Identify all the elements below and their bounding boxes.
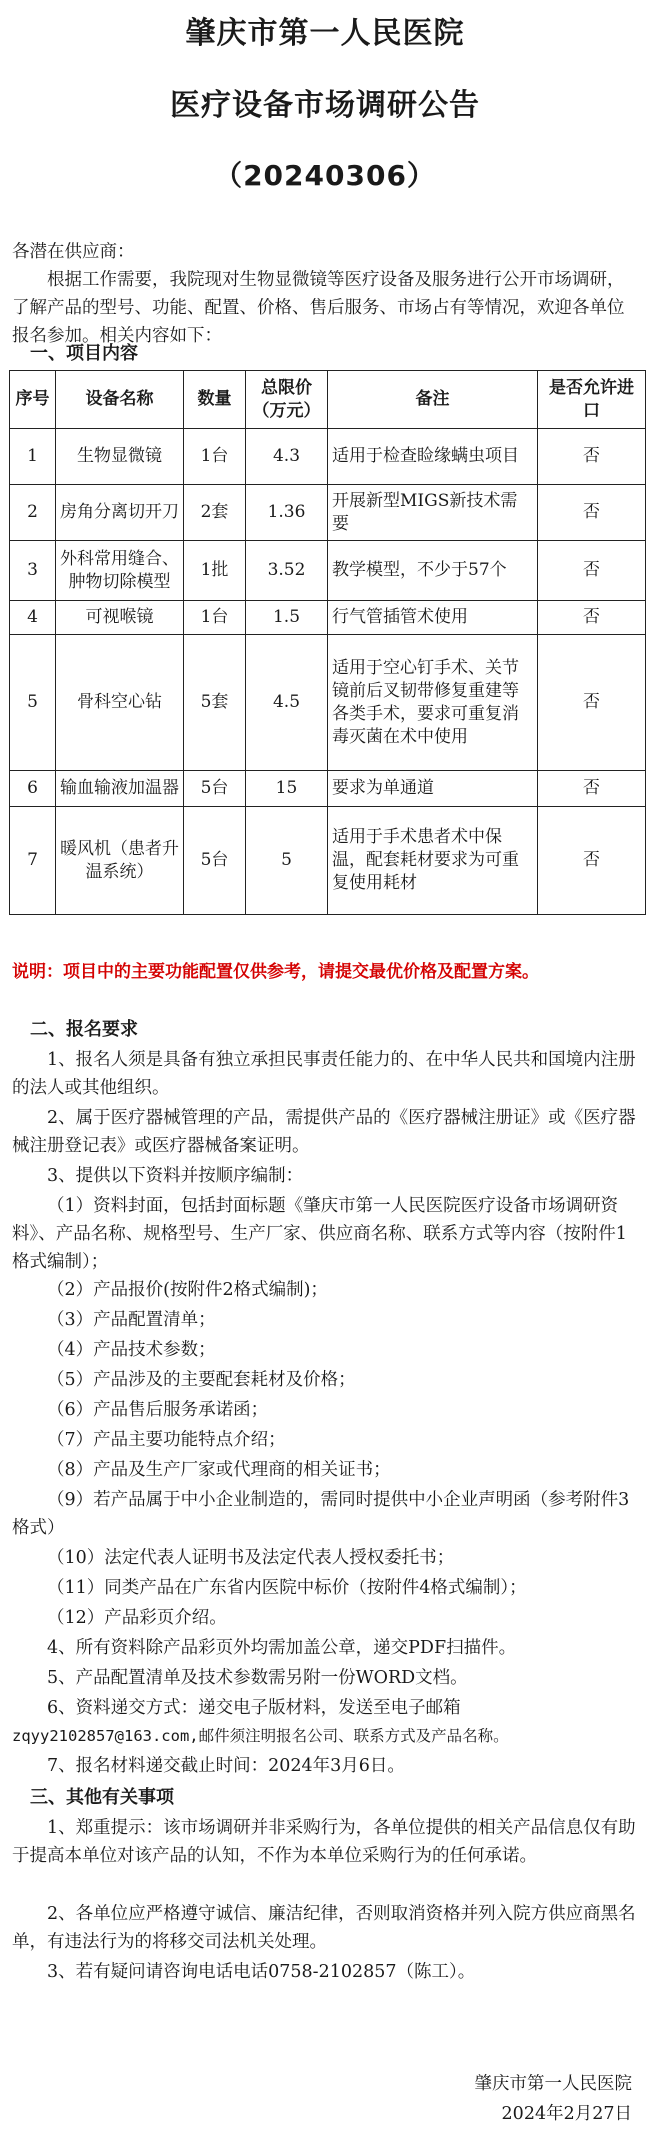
table-header-row (10, 371, 646, 429)
cell-index: 3 (10, 541, 56, 601)
cell-device: 可视喉镜 (56, 601, 184, 635)
cell-device: 输血输液加温器 (56, 771, 184, 807)
col-header-note: 备注 (328, 371, 538, 429)
cell-note: 教学模型，不少于57个 (328, 541, 538, 601)
req-3-item: （12）产品彩页介绍。 (47, 1608, 227, 1628)
col-header-import: 是否允许进口 (538, 371, 646, 429)
other-1: 1、郑重提示：该市场调研并非采购行为，各单位提供的相关产品信息仅有助于提高本单位对该产品的认知，不作为本单位采购行为的任何承诺。 (12, 1818, 636, 1866)
cell-index: 1 (10, 429, 56, 485)
table-row (10, 807, 646, 915)
section-2-heading: 二、报名要求 (30, 1019, 138, 1040)
cell-note: 要求为单通道 (328, 771, 538, 807)
req-3-item: （11）同类产品在广东省内医院中标价（按附件4格式编制）； (47, 1578, 527, 1598)
section-1-heading: 一、项目内容 (30, 343, 138, 364)
req-3-item: （7）产品主要功能特点介绍； (47, 1430, 286, 1450)
req-3-item: （8）产品及生产厂家或代理商的相关证书； (47, 1460, 391, 1480)
contact-email: zqyy2102857@163.com,邮件须注明报名公司、联系方式及产品名称。 (12, 1727, 509, 1745)
req-5: 5、产品配置清单及技术参数需另附一份WORD文档。 (47, 1668, 468, 1688)
cell-import: 否 (538, 601, 646, 635)
req-4: 4、所有资料除产品彩页外均需加盖公章，递交PDF扫描件。 (47, 1638, 517, 1658)
cell-price: 1.5 (246, 601, 328, 635)
other-2: 2、各单位应严格遵守诚信、廉洁纪律，否则取消资格并列入院方供应商黑名单，有违法行为的将移交司法机关处理。 (12, 1904, 636, 1952)
col-header-qty: 数量 (184, 371, 246, 429)
cell-import: 否 (538, 771, 646, 807)
cell-import: 否 (538, 807, 646, 915)
signature-date: 2024年2月27日 (501, 2104, 632, 2124)
cell-qty: 1批 (184, 541, 246, 601)
table-row (10, 541, 646, 601)
col-header-index: 序号 (10, 371, 56, 429)
section-3-heading: 三、其他有关事项 (30, 1787, 174, 1808)
cell-qty: 5套 (184, 635, 246, 771)
req-7: 7、报名材料递交截止时间：2024年3月6日。 (47, 1756, 405, 1776)
table-row (10, 771, 646, 807)
cell-note: 适用于空心钉手术、关节镜前后叉韧带修复重建等各类手术，要求可重复消毒灭菌在术中使用 (328, 635, 538, 771)
req-3-item: （5）产品涉及的主要配套耗材及价格； (47, 1370, 356, 1390)
table-row (10, 429, 646, 485)
cell-import: 否 (538, 541, 646, 601)
cell-import: 否 (538, 485, 646, 541)
req-3-item: （9）若产品属于中小企业制造的，需同时提供中小企业声明函（参考附件3格式） (12, 1490, 630, 1538)
cell-price: 3.52 (246, 541, 328, 601)
cell-qty: 2套 (184, 485, 246, 541)
cell-import: 否 (538, 429, 646, 485)
cell-index: 5 (10, 635, 56, 771)
cell-device: 骨科空心钻 (56, 635, 184, 771)
other-3: 3、若有疑问请咨询电话电话0758-2102857（陈工）。 (47, 1962, 476, 1982)
intro-paragraph: 根据工作需要，我院现对生物显微镜等医疗设备及服务进行公开市场调研，了解产品的型号、功能、配置、价格、售后服务、市场占有等情况，欢迎各单位报名参加。相关内容如下： (12, 270, 625, 346)
cell-device: 房角分离切开刀 (56, 485, 184, 541)
table-row (10, 635, 646, 771)
req-2: 2、属于医疗器械管理的产品，需提供产品的《医疗器械注册证》或《医疗器械注册登记表》或医疗器械备案证明。 (12, 1108, 636, 1156)
table-row (10, 485, 646, 541)
cell-index: 7 (10, 807, 56, 915)
cell-price: 4.5 (246, 635, 328, 771)
cell-device: 生物显微镜 (56, 429, 184, 485)
col-header-device: 设备名称 (56, 371, 184, 429)
table-row (10, 601, 646, 635)
cell-device: 暖风机（患者升温系统） (56, 807, 184, 915)
req-6: 6、资料递交方式：递交电子版材料，发送至电子邮箱 (47, 1698, 461, 1718)
req-1: 1、报名人须是具备有独立承担民事责任能力的、在中华人民共和国境内注册的法人或其他组织。 (12, 1050, 636, 1098)
cell-qty: 5台 (184, 771, 246, 807)
hospital-name: 肇庆市第一人民医院 (185, 16, 465, 51)
req-3-item: （3）产品配置清单； (47, 1310, 216, 1330)
cell-price: 15 (246, 771, 328, 807)
notice-code: （20240306） (214, 159, 436, 192)
cell-price: 1.36 (246, 485, 328, 541)
cell-qty: 1台 (184, 601, 246, 635)
table-note: 说明：项目中的主要功能配置仅供参考，请提交最优价格及配置方案。 (12, 962, 539, 982)
req-3-item: （1）资料封面，包括封面标题《肇庆市第一人民医院医疗设备市场调研资料》、产品名称、规格型号、生产厂家、供应商名称、联系方式等内容（按附件1格式编制）； (12, 1196, 627, 1272)
greeting: 各潜在供应商： (12, 242, 135, 262)
cell-note: 行气管插管术使用 (328, 601, 538, 635)
signature-org: 肇庆市第一人民医院 (474, 2074, 632, 2094)
cell-index: 6 (10, 771, 56, 807)
req-3-item: （10）法定代表人证明书及法定代表人授权委托书； (47, 1548, 455, 1568)
cell-index: 4 (10, 601, 56, 635)
req-3-item: （2）产品报价(按附件2格式编制)； (47, 1280, 328, 1300)
project-table (9, 370, 646, 915)
notice-title: 医疗设备市场调研公告 (170, 88, 480, 123)
col-header-price: 总限价（万元） (246, 371, 328, 429)
cell-qty: 1台 (184, 429, 246, 485)
cell-note: 适用于检查睑缘螨虫项目 (328, 429, 538, 485)
cell-price: 5 (246, 807, 328, 915)
cell-note: 开展新型MIGS新技术需要 (328, 485, 538, 541)
cell-price: 4.3 (246, 429, 328, 485)
cell-note: 适用于手术患者术中保温，配套耗材要求为可重复使用耗材 (328, 807, 538, 915)
req-3: 3、提供以下资料并按顺序编制： (47, 1166, 304, 1186)
cell-qty: 5台 (184, 807, 246, 915)
cell-import: 否 (538, 635, 646, 771)
req-3-item: （4）产品技术参数； (47, 1340, 216, 1360)
cell-device: 外科常用缝合、肿物切除模型 (56, 541, 184, 601)
cell-index: 2 (10, 485, 56, 541)
req-3-item: （6）产品售后服务承诺函； (47, 1400, 269, 1420)
